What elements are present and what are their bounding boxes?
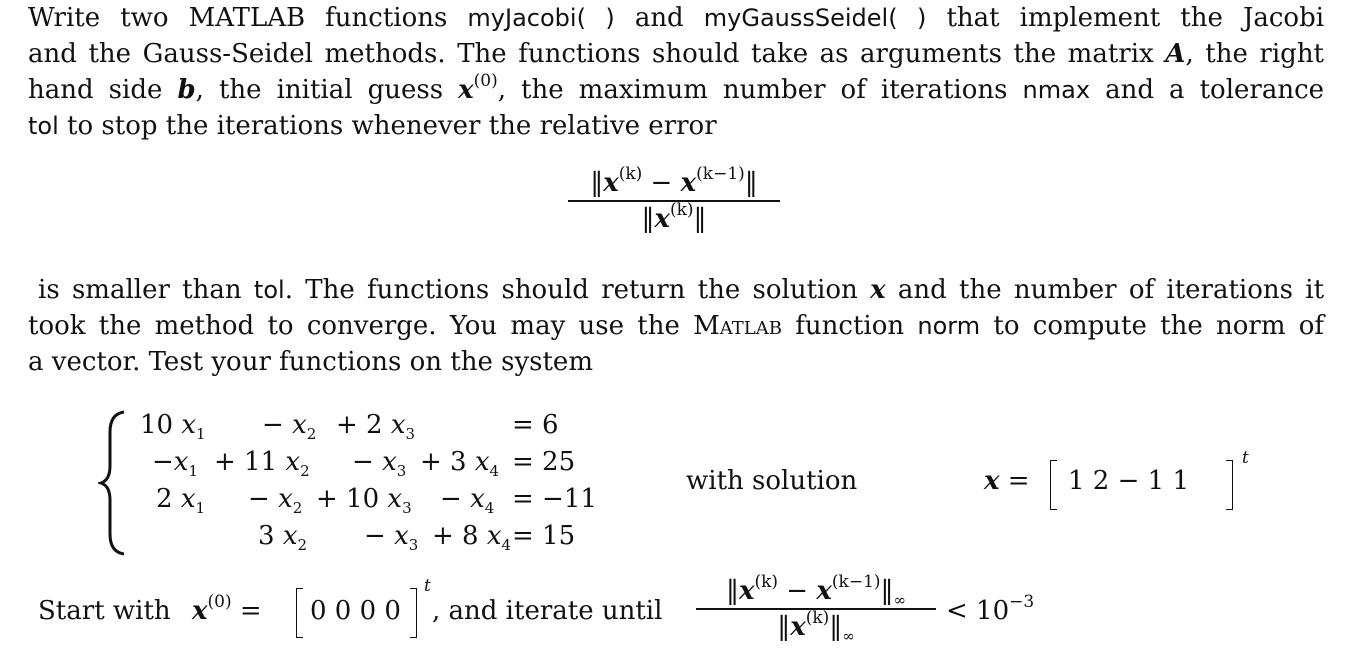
transpose-superscript: t [1242, 448, 1249, 468]
text: that implement the Jacobi [946, 3, 1325, 33]
solution-x: x [870, 275, 886, 305]
text: . The functions should return the solution [284, 275, 858, 305]
nmax: nmax [1022, 76, 1091, 104]
vector-x0: x [458, 75, 474, 105]
transpose-superscript: t [424, 576, 431, 596]
iterate-until-label: , and iterate until [432, 596, 663, 626]
right-bracket-icon [410, 588, 417, 638]
stopping-criterion-fraction [696, 572, 936, 645]
text: to stop the iterations whenever the relative error [67, 111, 717, 141]
tolerance-bound: < $10^{-3}$ [946, 592, 1035, 626]
row3-rhs: = −11 [512, 484, 597, 514]
solution-values: 1 2 − 1 1 [1068, 466, 1190, 496]
initial-guess-lhs: $x^{(0)}$ = [192, 592, 262, 626]
para1-line2 [28, 36, 1324, 72]
solution-lhs: x = [984, 466, 1030, 496]
row1-term2: − $x_2$ [262, 410, 317, 443]
left-brace-icon [98, 410, 128, 556]
para2-line2 [28, 308, 1324, 344]
fn-jacobi: myJacobi( ) [467, 4, 615, 32]
row2-term2: + 11 $x_2$ [214, 447, 310, 480]
text: is smaller than [38, 275, 242, 305]
para2-line1 [38, 272, 1324, 308]
matrix-a: A [1165, 39, 1186, 69]
row4-term2: 3 $x_2$ [258, 521, 308, 554]
text: and [634, 3, 684, 33]
row2-term4: + 3 $x_4$ [420, 447, 500, 480]
row3-term3: + 10 $x_3$ [316, 484, 412, 517]
text: to compute the norm of [993, 311, 1325, 341]
row4-term3: − $x_3$ [364, 521, 419, 554]
tol: tol [253, 276, 285, 304]
relative-error-fraction [568, 164, 780, 234]
para1-line4 [28, 108, 717, 144]
fraction-denominator: $‖x^{(k)}‖_\infty$ [777, 607, 855, 645]
para1-line1 [28, 0, 1324, 36]
row1-term3: + 2 $x_3$ [336, 410, 416, 443]
row1-rhs: = 6 [512, 410, 559, 440]
text: and a tolerance [1105, 75, 1325, 105]
row2-rhs: = 25 [512, 447, 576, 477]
tol: tol [28, 112, 59, 140]
text: hand side [28, 75, 163, 105]
fraction-numerator: $‖x^{(k)}$ − $x^{(k-1)}‖_\infty$ [725, 572, 907, 609]
row4-rhs: = 15 [512, 521, 576, 551]
row2-term3: − $x_3$ [352, 447, 407, 480]
norm: norm [917, 312, 981, 340]
text: and the number of iterations it [897, 275, 1325, 305]
left-bracket-icon [1050, 460, 1057, 510]
text: , the initial guess [195, 75, 444, 105]
text: took the method to converge. You may use the [28, 311, 680, 341]
initial-guess-values: 0 0 0 0 [310, 596, 401, 626]
text: , the maximum number of iterations [497, 75, 1008, 105]
text: a vector. Test your functions on the system [28, 347, 593, 377]
row3-term2: − $x_2$ [248, 484, 303, 517]
para1-line3 [28, 72, 1324, 108]
row3-term1: 2 $x_1$ [156, 484, 206, 517]
text: Write two MATLAB functions [28, 3, 448, 33]
row1-term1: 10 $x_1$ [140, 410, 206, 443]
text: , the right [1185, 39, 1325, 69]
superscript: (0) [473, 71, 498, 91]
fraction-numerator: $‖x^{(k)}$ − $x^{(k-1)}‖$ [590, 164, 758, 198]
right-bracket-icon [1226, 460, 1233, 510]
text: function [795, 311, 905, 341]
fraction-denominator: $‖x^{(k)}‖$ [641, 199, 707, 234]
left-bracket-icon [296, 588, 303, 638]
fn-gauss-seidel: myGaussSeidel( ) [703, 4, 927, 32]
row4-term4: + 8 $x_4$ [432, 521, 512, 554]
row2-term1: $-x_1$ [152, 447, 199, 480]
start-with-label: Start with [38, 596, 171, 626]
matlab: Matlab [693, 311, 782, 341]
with-solution-label: with solution [686, 466, 858, 496]
row3-term4: − $x_4$ [440, 484, 495, 517]
vector-b: b [177, 75, 196, 105]
para2-line3 [28, 344, 593, 380]
text: and the Gauss-Seidel methods. The functions should take as arguments the matrix [28, 39, 1154, 69]
